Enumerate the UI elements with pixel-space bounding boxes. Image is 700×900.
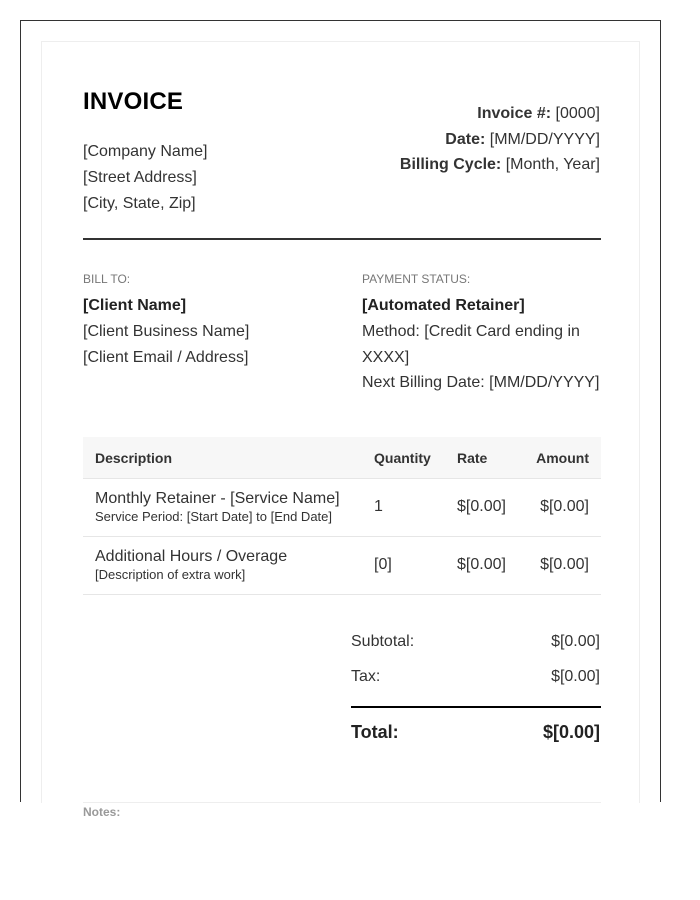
item-quantity: 1 [374,498,383,515]
item-rate: $[0.00] [457,556,506,573]
payment-type: [Automated Retainer] [362,297,525,314]
invoice-date-value: [MM/DD/YYYY] [485,131,600,148]
invoice-number-label: Invoice #: [477,105,552,122]
invoice-number-line [477,105,600,123]
column-header-quantity: Quantity [374,450,431,466]
invoice-date-line [445,131,600,149]
invoice-title: INVOICE [83,88,184,115]
bill-to-label: BILL TO: [83,272,131,286]
invoice-date-label: Date: [445,131,486,148]
subtotal-value: $[0.00] [551,633,600,650]
billing-cycle-value: [Month, Year] [501,156,600,173]
item-detail: Service Period: [Start Date] to [End Date] [95,509,333,524]
next-billing-date: Next Billing Date: [MM/DD/YYYY] [362,374,600,391]
table-row [83,537,601,595]
item-rate: $[0.00] [457,498,506,515]
client-business-name: [Client Business Name] [83,323,250,340]
payment-status-label: PAYMENT STATUS: [362,272,471,286]
column-header-rate: Rate [457,450,488,466]
notes-label: Notes: [83,805,121,819]
tax-label: Tax: [351,668,381,685]
item-description: Additional Hours / Overage [95,548,288,565]
billing-cycle-line [400,156,600,174]
table-header [83,437,601,479]
table-row [83,479,601,537]
subtotal-label: Subtotal: [351,633,415,650]
total-value: $[0.00] [542,722,600,742]
item-amount: $[0.00] [540,556,589,573]
client-name: [Client Name] [83,297,187,314]
item-detail: [Description of extra work] [95,567,246,582]
item-amount: $[0.00] [540,498,589,515]
payment-method: Method: [Credit Card ending in [362,323,580,340]
city-state-zip: [City, State, Zip] [83,195,196,212]
item-description: Monthly Retainer - [Service Name] [95,490,340,507]
total-label: Total: [351,722,399,742]
street-address: [Street Address] [83,169,197,186]
column-header-description: Description [95,450,173,466]
tax-value: $[0.00] [551,668,600,685]
invoice-number-value: [0000] [551,105,600,122]
document-frame [20,20,661,819]
billing-cycle-label: Billing Cycle: [399,156,502,173]
header-divider [83,238,601,240]
notes-divider [83,802,601,803]
column-header-amount: Amount [536,450,589,466]
invoice-page [41,41,640,819]
item-quantity: [0] [374,556,392,573]
total-divider [351,706,601,708]
company-name: [Company Name] [83,143,208,160]
client-contact: [Client Email / Address] [83,349,249,366]
payment-method-continued: XXXX] [362,349,410,366]
